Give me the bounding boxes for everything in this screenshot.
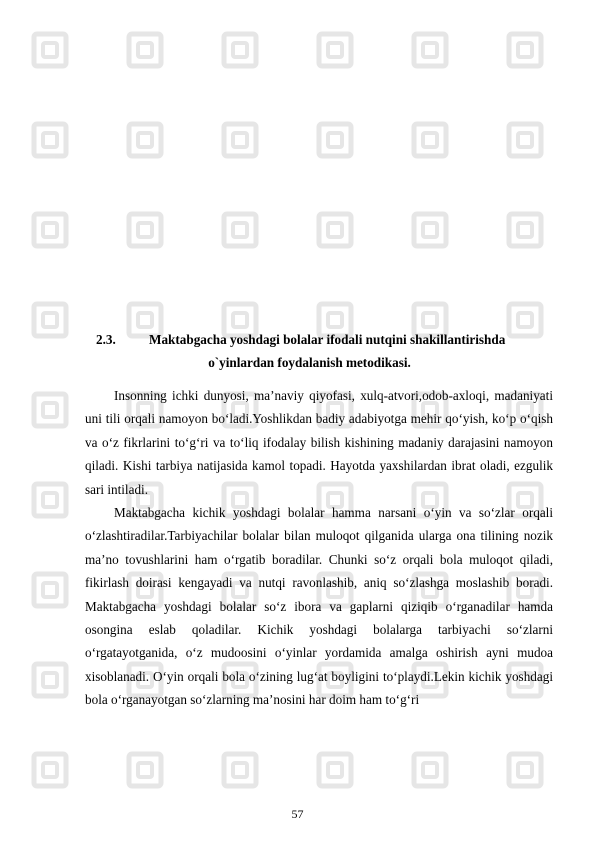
watermark-logo-icon	[34, 484, 66, 516]
watermark-logo-icon	[34, 304, 66, 336]
watermark-logo-icon	[414, 754, 446, 786]
watermark-logo-icon	[34, 124, 66, 156]
watermark-logo-icon	[509, 34, 541, 66]
watermark-logo-icon	[34, 664, 66, 696]
watermark-logo-icon	[129, 214, 161, 246]
paragraph: Maktabgacha kichik yoshdagi bolalar hamma narsani o‘yin va so‘zlar orqali o‘zlashtiradilar.Tarbiyachilar bolalar bilan muloqot qilganida ularga ona tilining nozik ma’no tovushlarini ham o‘rgatib boradilar. Chunki so‘z orqali bola muloqot qiladi, fikirlash doirasi kengayadi va nutqi ravonlashib, aniq so‘zlashga moslashib boradi. Maktabgacha yoshdagi bolalar so‘z ibora va gaplarni qiziqib o‘rganadilar hamda osongina eslab qoladilar. Kichik yoshdagi bolalarga tarbiyachi so‘zlarni o‘rgatayotganida, o‘z mudoosini o‘yinlar yordamida amalga oshirish ayni mudoa xisoblanadi. O‘yin orqali bola o‘zining lug‘at boyligini to‘playdi.Lekin kichik yoshdagi bola o‘rganayotgan so‘zlarning ma’nosini har doim ham to‘g‘ri	[85, 505, 553, 708]
section-title-line1: Maktabgacha yoshdagi bolalar ifodali nutqini shakillantirishda	[149, 332, 506, 347]
watermark-logo-icon	[129, 754, 161, 786]
page-number: 57	[291, 807, 304, 821]
watermark-logo-icon	[224, 34, 256, 66]
watermark-logo-icon	[34, 214, 66, 246]
watermark-logo-icon	[319, 214, 351, 246]
watermark-logo-icon	[509, 754, 541, 786]
watermark-logo-icon	[224, 124, 256, 156]
watermark-logo-icon	[509, 304, 541, 336]
watermark-logo-icon	[224, 754, 256, 786]
watermark-logo-icon	[509, 214, 541, 246]
watermark-logo-icon	[509, 124, 541, 156]
body-text	[85, 384, 553, 712]
watermark-logo-icon	[319, 34, 351, 66]
watermark-logo-icon	[224, 214, 256, 246]
watermark-logo-icon	[129, 124, 161, 156]
watermark-logo-icon	[34, 394, 66, 426]
watermark-logo-icon	[34, 34, 66, 66]
watermark-logo-icon	[414, 124, 446, 156]
watermark-logo-icon	[319, 754, 351, 786]
watermark-logo-icon	[34, 754, 66, 786]
section-title-line2: o`yinlardan foydalanish metodikasi.	[208, 355, 411, 370]
watermark-logo-icon	[34, 574, 66, 606]
watermark-logo-icon	[319, 124, 351, 156]
paragraph: Insonning ichki dunyosi, ma’naviy qiyofasi, xulq-atvori,odob-axloqi, madaniyati uni tili orqali namoyon bo‘ladi.Yoshlikdan badiy adabiyotga mehir qo‘yish, ko‘p o‘qish va o‘z fikrlarini to‘g‘ri va to‘liq ifodalay bilish kishining madaniy darajasini namoyon qiladi. Kishi tarbiya natijasida kamol topadi. Hayotda yaxshilardan ibrat oladi, ezgulik sari intiladi.	[85, 388, 553, 497]
watermark-logo-icon	[129, 34, 161, 66]
watermark-logo-icon	[414, 214, 446, 246]
section-number: 2.3.	[96, 332, 116, 347]
watermark-logo-icon	[414, 34, 446, 66]
